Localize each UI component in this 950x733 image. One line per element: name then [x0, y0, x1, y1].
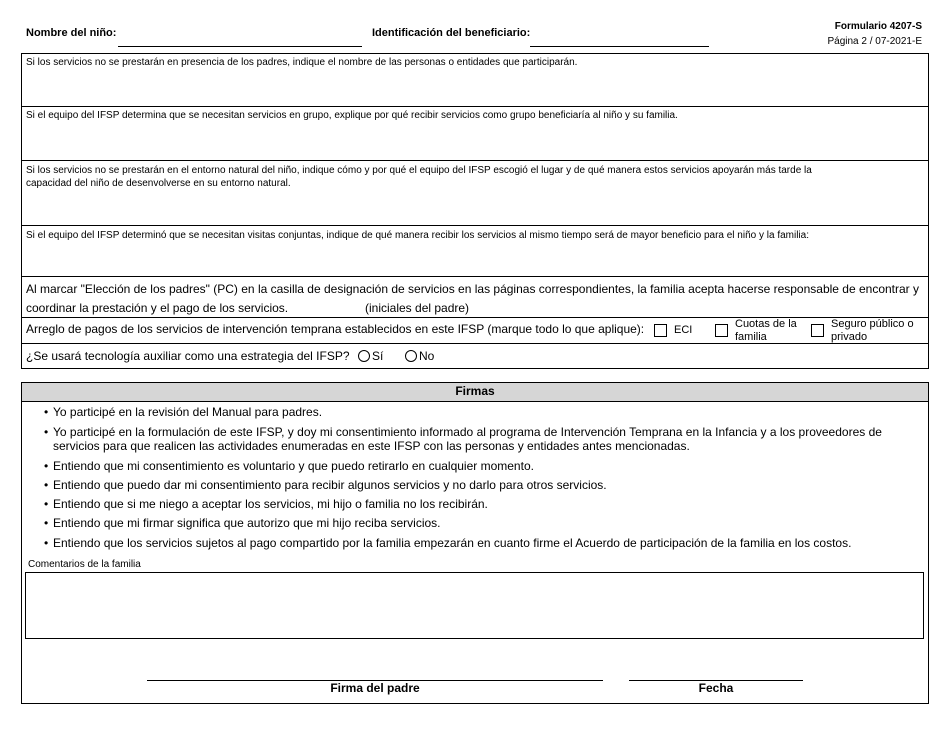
form-number: Formulario 4207-S [834, 21, 922, 32]
family-comments-field[interactable] [25, 572, 924, 639]
question-joint-visits: Si el equipo del IFSP determinó que se necesitan visitas conjuntas, indique de qué manera recibir los servicios al mismo tiempo será de mayor beneficio para el niño y la familia: [26, 230, 809, 241]
parent-signature-label: Firma del padre [330, 681, 420, 695]
eci-option-label: ECI [674, 324, 693, 336]
bullet-icon: • [44, 536, 49, 550]
bullet-icon: • [44, 497, 49, 511]
consent-statement-decline: • Entiendo que si me niego a aceptar los servicios, mi hijo o familia no los recibirán. [44, 497, 488, 511]
parent-choice-text-cont: coordinar la prestación y el pago de los servicios. [26, 301, 289, 315]
page-info: Página 2 / 07-2021-E [827, 36, 922, 47]
beneficiary-id-label: Identificación del beneficiario: [372, 27, 531, 39]
assistive-tech-yes-label: Sí [372, 349, 384, 363]
family-fees-checkbox[interactable] [715, 324, 728, 337]
family-comments-label: Comentarios de la familia [28, 559, 141, 570]
bullet-icon: • [44, 459, 49, 473]
answer-group-services[interactable] [22, 122, 928, 160]
divider [21, 343, 929, 344]
bullet-icon: • [44, 516, 49, 530]
bullet-icon: • [44, 405, 49, 419]
question-parents-absent: Si los servicios no se prestarán en presencia de los padres, indique el nombre de las personas o entidades que participarán. [26, 57, 578, 68]
consent-statement-ifsp-cont: servicios para que realicen las actividades enumeradas en este IFSP con las personas y entidades antes mencionadas. [53, 439, 690, 453]
question-natural-environment: Si los servicios no se prestarán en el entorno natural del niño, indique cómo y por qué el equipo del IFSP escogió el lugar y de qué manera estos servicios apoyarán más tarde la [26, 165, 812, 176]
assistive-tech-no-label: No [419, 349, 435, 363]
consent-statement-authorize: • Entiendo que mi firmar significa que autorizo que mi hijo reciba servicios. [44, 516, 441, 530]
divider [21, 225, 929, 226]
answer-natural-environment[interactable] [22, 191, 928, 224]
insurance-label-cont: privado [831, 331, 868, 343]
divider [21, 106, 929, 107]
date-label: Fecha [698, 681, 734, 695]
insurance-checkbox[interactable] [811, 324, 824, 337]
eci-checkbox[interactable] [654, 324, 667, 337]
family-fees-label-cont: familia [735, 331, 767, 343]
child-name-label: Nombre del niño: [26, 27, 117, 39]
answer-parents-absent[interactable] [22, 69, 928, 105]
child-name-field[interactable] [118, 34, 362, 47]
parent-initials-field[interactable] [290, 300, 360, 315]
assistive-tech-yes-radio[interactable] [358, 350, 370, 362]
answer-joint-visits[interactable] [22, 243, 928, 275]
consent-statement-cost-share: • Entiendo que los servicios sujetos al pago compartido por la familia empezarán en cuanto firme el Acuerdo de participación de la familia en los costos. [44, 536, 852, 550]
bullet-icon: • [44, 425, 49, 439]
parent-initials-label: (iniciales del padre) [365, 301, 470, 315]
question-natural-environment-cont: capacidad del niño de desenvolverse en su entorno natural. [26, 178, 291, 189]
divider [21, 160, 929, 161]
consent-statement-ifsp: • Yo participé en la formulación de este IFSP, y doy mi consentimiento informado al programa de Intervención Temprana en la Infancia y a los proveedores de [44, 425, 882, 439]
assistive-tech-no-radio[interactable] [405, 350, 417, 362]
consent-statement-voluntary: • Entiendo que mi consentimiento es voluntario y que puedo retirarlo en cualquier momento. [44, 459, 534, 473]
family-fees-label: Cuotas de la [735, 318, 797, 330]
beneficiary-id-field[interactable] [530, 34, 709, 47]
divider [21, 276, 929, 277]
insurance-label: Seguro público o [831, 318, 914, 330]
bullet-icon: • [44, 478, 49, 492]
parent-choice-text: Al marcar "Elección de los padres" (PC) en la casilla de designación de servicios en las páginas correspondientes, la familia acepta hacerse responsable de encontrar y [26, 282, 919, 296]
consent-statement-partial: • Entiendo que puedo dar mi consentimiento para recibir algunos servicios y no darlo para otros servicios. [44, 478, 607, 492]
consent-statement-handbook: • Yo participé en la revisión del Manual para padres. [44, 405, 323, 419]
question-group-services: Si el equipo del IFSP determina que se necesitan servicios en grupo, explique por qué recibir servicios como grupo beneficiaría al niño y su familia. [26, 110, 678, 121]
signatures-title: Firmas [455, 384, 495, 398]
payment-arrangement-label: Arreglo de pagos de los servicios de intervención temprana establecidos en este IFSP (marque todo lo que aplique): [26, 322, 645, 336]
assistive-tech-question: ¿Se usará tecnología auxiliar como una estrategia del IFSP? [26, 349, 350, 363]
